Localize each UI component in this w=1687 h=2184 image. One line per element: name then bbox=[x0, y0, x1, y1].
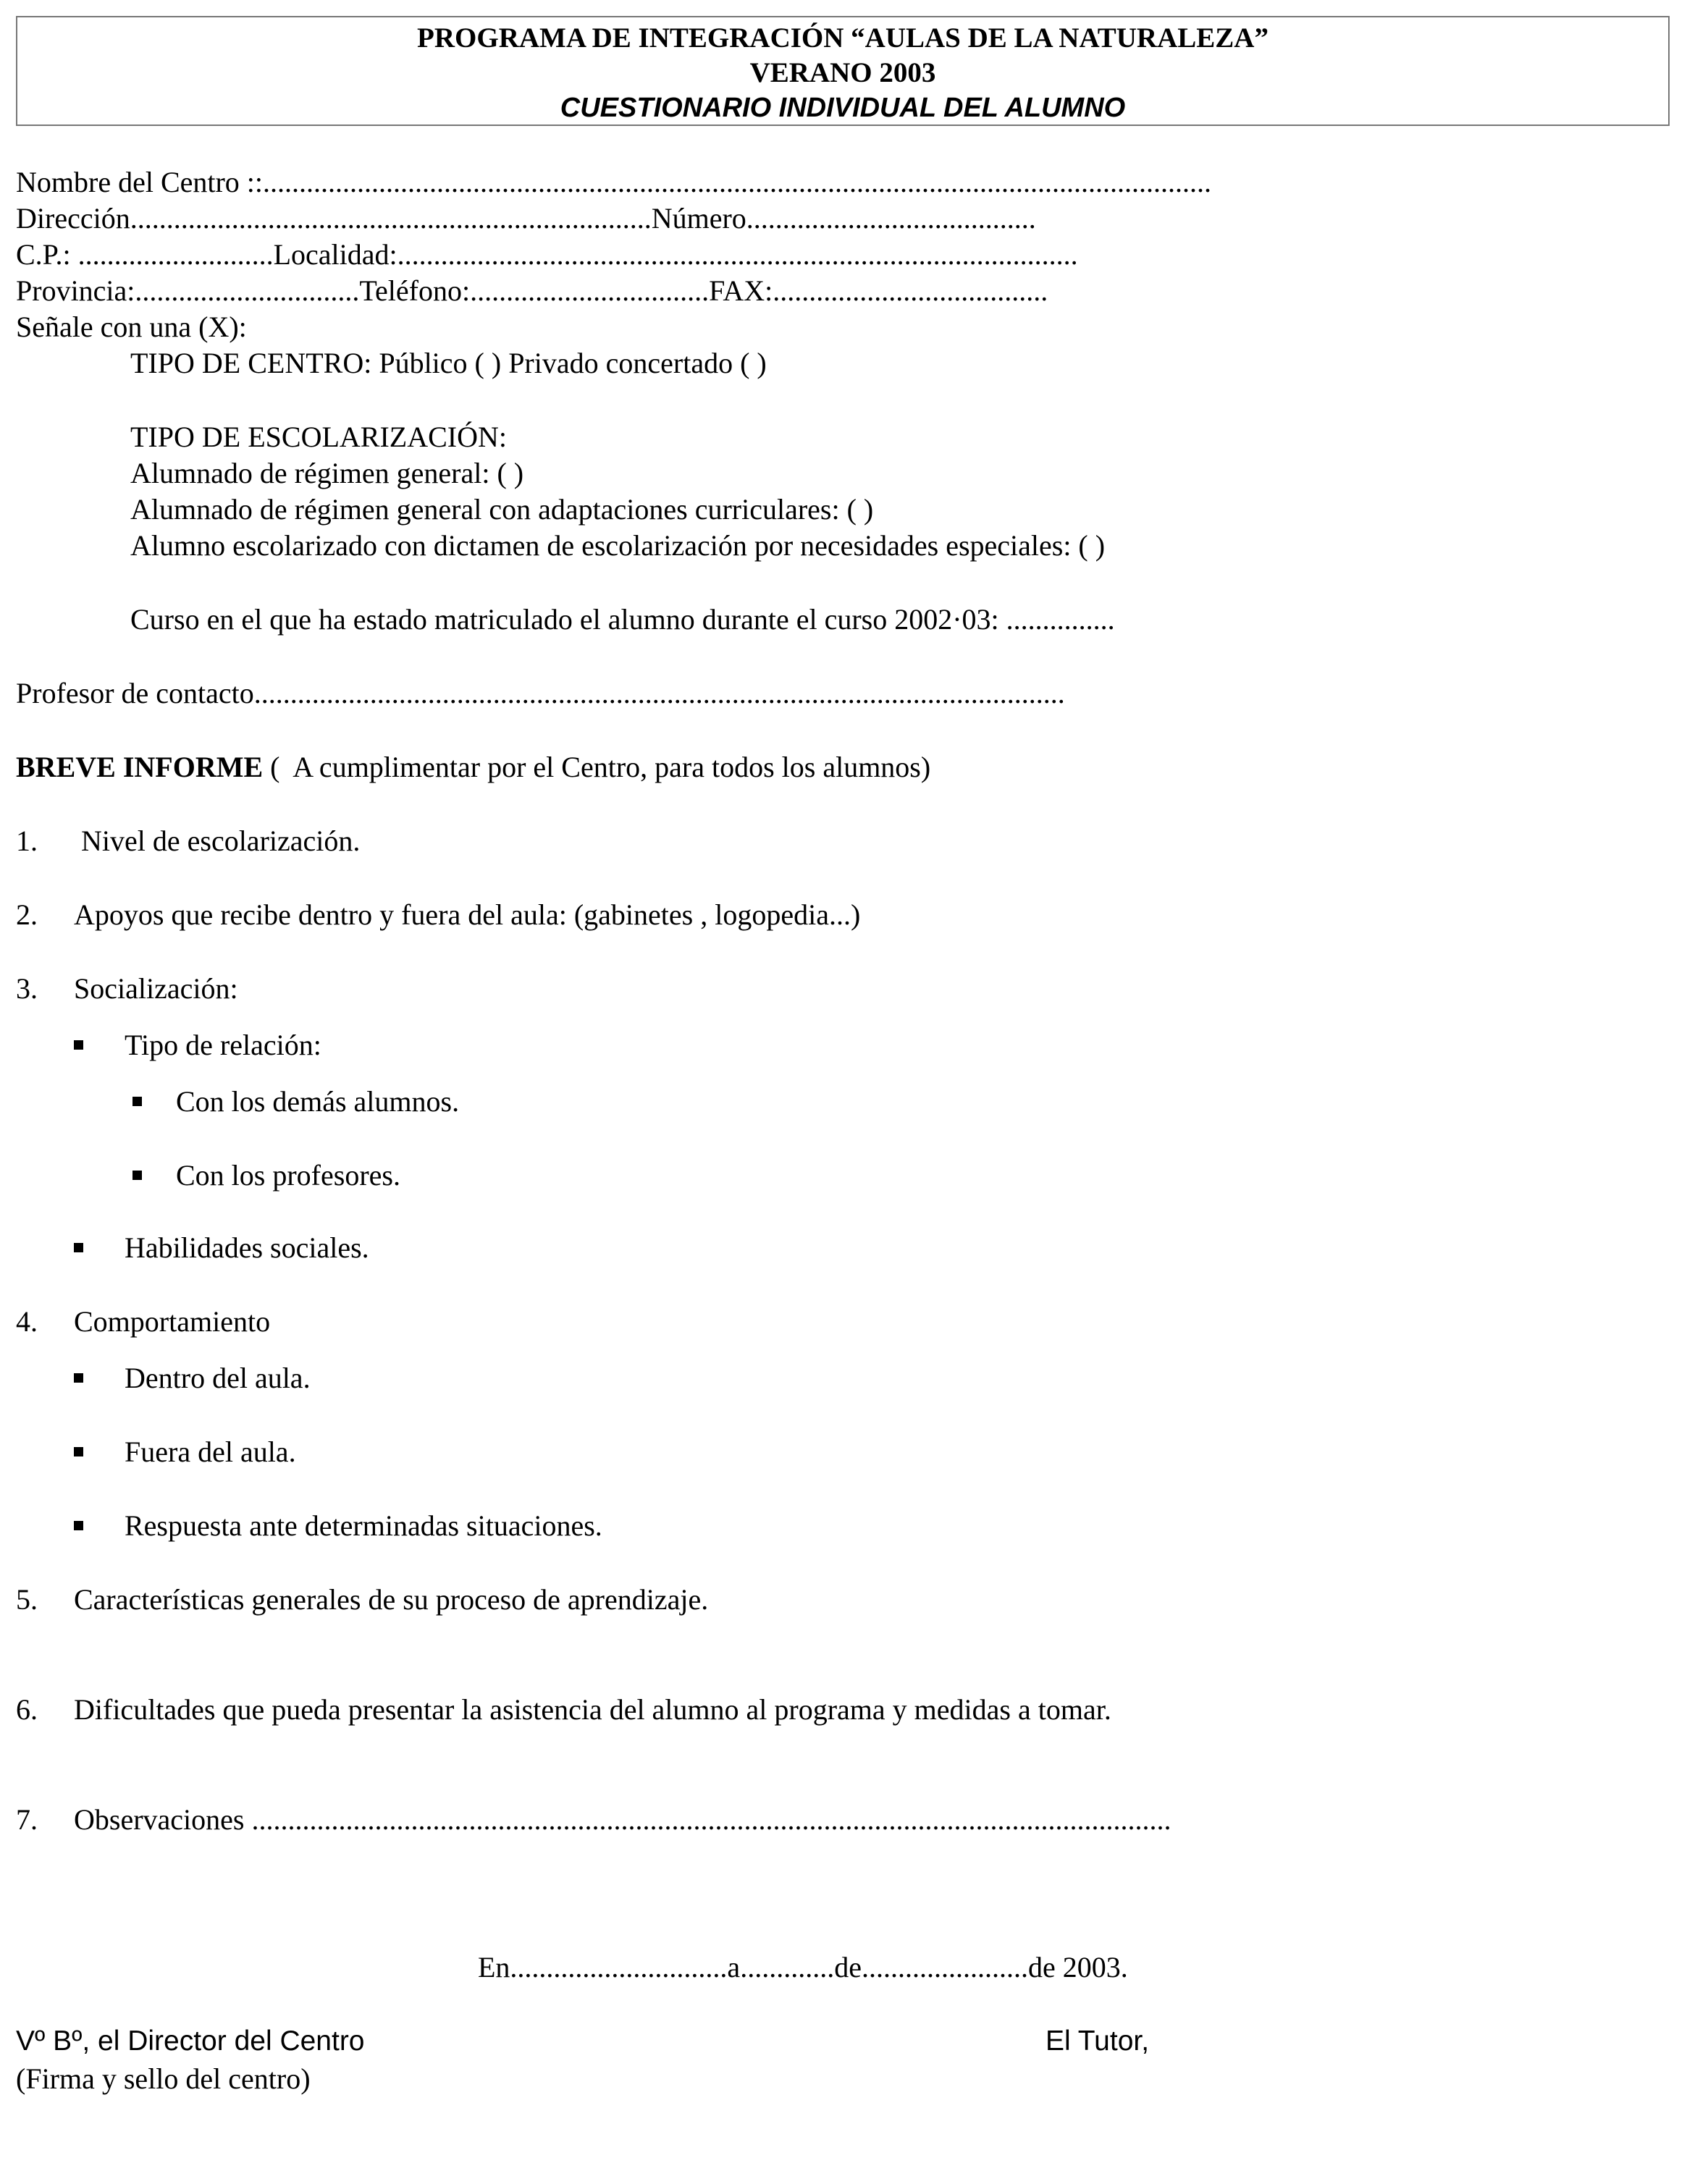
field-provincia-telefono-fax: Provincia:...............................Teléfono:.................................FAX:...................................... bbox=[16, 274, 1048, 307]
item-apoyos: Apoyos que recibe dentro y fuera del aula: (gabinetes , logopedia...) bbox=[74, 898, 861, 931]
header-subtitle: CUESTIONARIO INDIVIDUAL DEL ALUMNO bbox=[560, 93, 1126, 123]
firma-sello-label: (Firma y sello del centro) bbox=[16, 2062, 311, 2095]
item-number: 2. bbox=[16, 898, 38, 931]
bullet-square-icon bbox=[74, 1373, 83, 1383]
subitem-dentro-aula: Dentro del aula. bbox=[125, 1362, 311, 1394]
instruction-senale: Señale con una (X): bbox=[16, 311, 247, 343]
header-year: VERANO 2003 bbox=[749, 57, 936, 88]
tipo-escolarizacion: TIPO DE ESCOLARIZACIÓN: bbox=[130, 421, 507, 453]
subitem-habilidades: Habilidades sociales. bbox=[125, 1231, 369, 1264]
subitem-tipo-relacion: Tipo de relación: bbox=[125, 1029, 321, 1061]
field-curso: Curso en el que ha estado matriculado el alumno durante el curso 2002·03: ............... bbox=[130, 603, 1115, 636]
item-nivel-escolarizacion: Nivel de escolarización. bbox=[81, 825, 361, 857]
item-number: 3. bbox=[16, 972, 38, 1005]
bullet-square-icon bbox=[74, 1521, 83, 1530]
bullet-square-icon bbox=[74, 1243, 83, 1252]
subitem-fuera-aula: Fuera del aula. bbox=[125, 1435, 296, 1468]
item-socializacion: Socialización: bbox=[74, 972, 238, 1005]
field-cp-localidad: C.P.: ...........................Localidad:.............................................................................................. bbox=[16, 238, 1078, 271]
subitem-respuesta: Respuesta ante determinadas situaciones. bbox=[125, 1509, 602, 1542]
item-number: 4. bbox=[16, 1305, 38, 1338]
subitem-con-profesores: Con los profesores. bbox=[176, 1159, 400, 1192]
tipo-centro: TIPO DE CENTRO: Público ( ) Privado concertado ( ) bbox=[130, 347, 767, 379]
tutor-signature-label: El Tutor, bbox=[1046, 2025, 1150, 2057]
item-caracteristicas: Características generales de su proceso de aprendizaje. bbox=[74, 1583, 709, 1616]
item-dificultades: Dificultades que pueda presentar la asistencia del alumno al programa y medidas a tomar. bbox=[74, 1693, 1111, 1726]
item-number: 7. bbox=[16, 1803, 38, 1836]
item-comportamiento: Comportamiento bbox=[74, 1305, 271, 1338]
item-observaciones: Observaciones ............................................................................................................................... bbox=[74, 1803, 1171, 1836]
bullet-square-icon bbox=[132, 1097, 142, 1106]
item-number: 1. bbox=[16, 825, 38, 857]
informe-subtitle: ( A cumplimentar por el Centro, para todos los alumnos) bbox=[263, 751, 931, 783]
bullet-square-icon bbox=[74, 1447, 83, 1456]
field-profesor-contacto: Profesor de contacto................................................................................................................ bbox=[16, 677, 1065, 709]
item-number: 6. bbox=[16, 1693, 38, 1726]
field-direccion: Dirección........................................................................Número........................................ bbox=[16, 202, 1036, 235]
subitem-con-alumnos: Con los demás alumnos. bbox=[176, 1085, 460, 1118]
director-signature-label: Vº Bº, el Director del Centro bbox=[16, 2025, 365, 2057]
option-regimen-general: Alumnado de régimen general: ( ) bbox=[130, 457, 524, 489]
field-nombre-centro: Nombre del Centro ::................................................................................................................................... bbox=[16, 166, 1212, 198]
bullet-square-icon bbox=[74, 1040, 83, 1050]
header-title: PROGRAMA DE INTEGRACIÓN “AULAS DE LA NATURALEZA” bbox=[417, 22, 1269, 54]
option-dictamen: Alumno escolarizado con dictamen de escolarización por necesidades especiales: ( ) bbox=[130, 529, 1106, 562]
bullet-square-icon bbox=[132, 1171, 142, 1180]
fecha-line: En..............................a.............de.......................de 2003. bbox=[478, 1951, 1128, 1983]
informe-title: BREVE INFORME bbox=[16, 751, 264, 783]
header-box bbox=[16, 16, 1670, 126]
informe-heading bbox=[16, 750, 930, 785]
option-regimen-adaptaciones: Alumnado de régimen general con adaptaciones curriculares: ( ) bbox=[130, 493, 874, 526]
item-number: 5. bbox=[16, 1583, 38, 1616]
